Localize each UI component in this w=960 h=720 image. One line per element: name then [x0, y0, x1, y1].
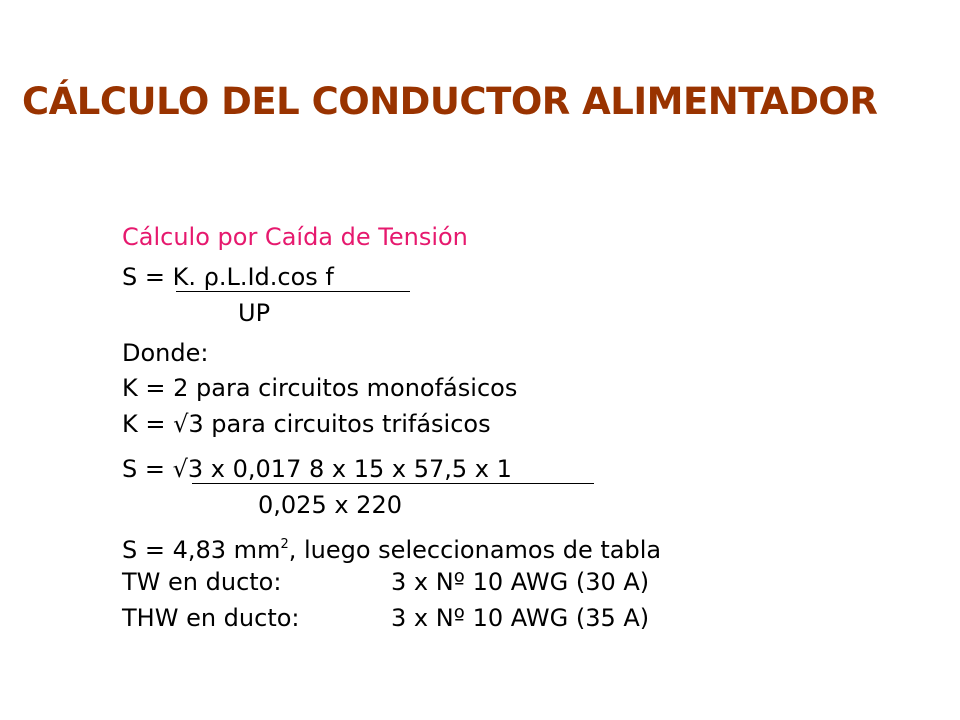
result-superscript: 2	[280, 537, 289, 552]
k-monofasico: K = 2 para circuitos monofásicos	[122, 374, 518, 402]
tw-row	[122, 567, 822, 597]
thw-label: THW en ducto:	[122, 604, 300, 632]
formula2-numerator: S = √3 x 0,017 8 x 15 x 57,5 x 1	[122, 455, 512, 483]
k-trifasico: K = √3 para circuitos trifásicos	[122, 410, 491, 438]
donde-label: Donde:	[122, 339, 209, 367]
section-subtitle: Cálculo por Caída de Tensión	[122, 223, 468, 251]
result-line	[122, 530, 661, 565]
slide-title: CÁLCULO DEL CONDUCTOR ALIMENTADOR	[22, 80, 878, 123]
tw-label: TW en ducto:	[122, 568, 282, 596]
result-suffix: , luego seleccionamos de tabla	[288, 536, 662, 564]
formula1-denominator: UP	[238, 299, 271, 327]
thw-row	[122, 603, 822, 633]
formula1-numerator: S = K. ρ.L.Id.cos f	[122, 263, 334, 291]
formula2-fraction-line	[192, 483, 594, 484]
formula2-denominator: 0,025 x 220	[258, 491, 402, 519]
result-prefix: S = 4,83 mm	[122, 536, 281, 564]
thw-value: 3 x Nº 10 AWG (35 A)	[391, 604, 650, 632]
formula1-fraction-line	[176, 291, 410, 292]
tw-value: 3 x Nº 10 AWG (30 A)	[391, 568, 650, 596]
